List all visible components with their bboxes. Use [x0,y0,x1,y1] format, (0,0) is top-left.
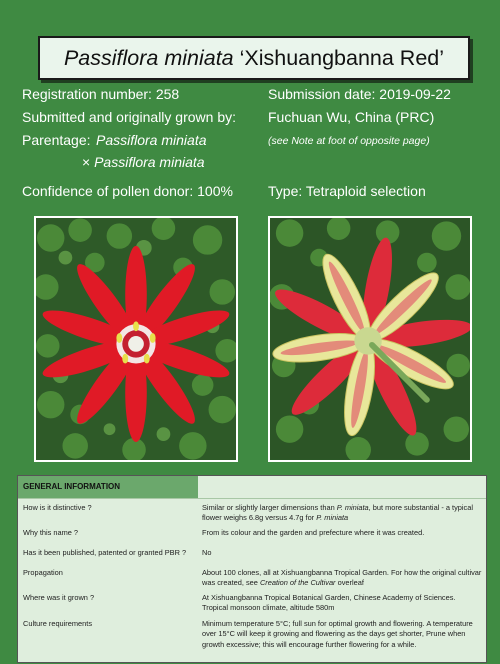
row-question: Propagation [23,568,63,577]
cultivar-type: Type: Tetraploid selection [268,183,426,199]
table-divider [18,498,486,499]
flower-back-image [270,218,470,460]
parentage-label: Parentage: [22,132,91,148]
opposite-page-note: (see Note at foot of opposite page) [268,135,430,147]
flower-front-image [36,218,236,460]
row-answer: At Xishuangbanna Tropical Botanical Garden, Chinese Academy of Sciences. Tropical monsoon climate, altitude 580m [202,593,456,613]
row-question: Culture requirements [23,619,93,628]
row-answer: Minimum temperature 5°C; full sun for optimal growth and flowering. A temperature over 15°C will keep it growing and flowering as the days get shorter, Prune when growth excessive; this will encourage further flowering for a while. [202,619,473,649]
pollen-confidence: Confidence of pollen donor: 100% [22,183,233,199]
parentage-seed-parent: Passiflora miniata [96,132,207,148]
title-species: Passiflora miniata [63,45,234,70]
submitter-name: Fuchuan Wu, China (PRC) [268,109,435,125]
submission-date: Submission date: 2019-09-22 [268,86,451,102]
registration-number: Registration number: 258 [22,86,180,102]
row-question: Why this name ? [23,528,79,537]
title-cultivar: ‘Xishuangbanna Red’ [233,45,445,70]
row-answer: Similar or slightly larger dimensions than P. miniata, but more substantial - a typical flower weighs 6.8g versus 4.7g for P. miniata [202,503,473,523]
flower-front-photo [34,216,238,462]
row-question: Has it been published, patented or granted PBR ? [23,548,187,557]
row-question: How is it distinctive ? [23,503,92,512]
row-answer: From its colour and the garden and prefecture where it was created. [202,528,425,537]
row-question: Where was it grown ? [23,593,95,602]
page-title [64,46,444,71]
general-information-table [17,475,487,663]
table-header: GENERAL INFORMATION [18,476,198,498]
title-box [38,36,470,80]
submitted-by-label: Submitted and originally grown by: [22,109,237,125]
row-answer: About 100 clones, all at Xishuangbanna Tropical Garden. For how the original cultivar was created, see Creation of the Cultivar overleaf [202,568,482,588]
parentage-pollen-parent: × Passiflora miniata [82,154,205,170]
cross-symbol: × [82,154,91,170]
flower-back-photo [268,216,472,462]
row-answer: No [202,548,212,557]
